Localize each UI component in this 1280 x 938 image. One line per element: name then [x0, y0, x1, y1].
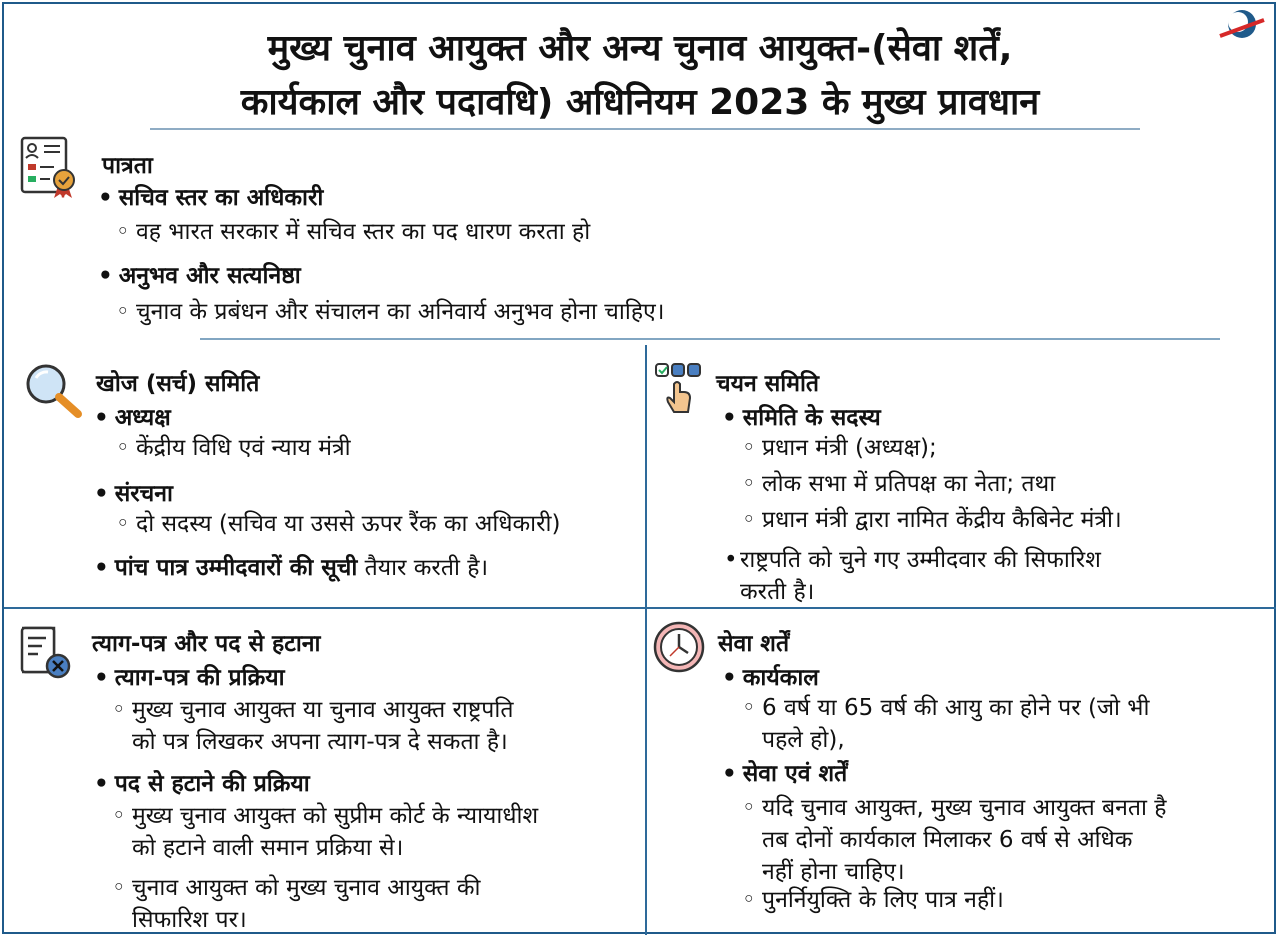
- eligibility-heading: पात्रता: [102, 153, 153, 179]
- service-tenure-line-1: 6 वर्ष या 65 वर्ष की आयु का होने पर (जो भी: [762, 695, 1150, 721]
- service-reappointment-detail: ◦ पुनर्नियुक्ति के लिए पात्र नहीं।: [762, 884, 1242, 916]
- eligibility-item-secretary: • सचिव स्तर का अधिकारी: [98, 180, 323, 212]
- brand-logo-icon: [1216, 6, 1266, 46]
- removal-cec-line-2: को हटाने वाली समान प्रक्रिया से।: [132, 835, 404, 861]
- removal-item-process: • पद से हटाने की प्रक्रिया: [94, 766, 310, 798]
- resignation-heading: त्याग-पत्र और पद से हटाना: [92, 631, 321, 657]
- service-item-tenure: • कार्यकाल: [722, 660, 819, 692]
- divider-eligibility-bottom: [200, 338, 1220, 340]
- removal-cec-detail: [132, 800, 642, 864]
- selection-member-pm: ◦ प्रधान मंत्री (अध्यक्ष);: [762, 432, 1242, 464]
- search-item-composition: • संरचना: [94, 476, 173, 508]
- search-item-shortlist-bold: पांच पात्र उम्मीदवारों की सूची: [114, 555, 358, 581]
- certificate-icon: [20, 134, 82, 200]
- page-title-line-2: कार्यकाल और पदावधि) अधिनियम 2023 के मुख्य प्रावधान: [240, 82, 1040, 123]
- service-conditions-line-2: तब दोनों कार्यकाल मिलाकर 6 वर्ष से अधिक: [762, 827, 1133, 853]
- search-item-shortlist-rest: तैयार करती है।: [357, 555, 489, 581]
- search-item-chairman: • अध्यक्ष: [94, 400, 171, 432]
- selection-member-minister: ◦ प्रधान मंत्री द्वारा नामित केंद्रीय कैबिनेट मंत्री।: [762, 504, 1262, 536]
- selection-recommend-line-2: करती है।: [740, 579, 815, 605]
- document-cancel-icon: [18, 624, 74, 682]
- removal-cec-line-1: मुख्य चुनाव आयुक्त को सुप्रीम कोर्ट के न्यायाधीश: [132, 803, 539, 829]
- eligibility-item-experience: • अनुभव और सत्यनिष्ठा: [98, 258, 301, 290]
- selection-item-members: • समिति के सदस्य: [722, 400, 881, 432]
- selection-committee-heading: चयन समिति: [716, 371, 820, 397]
- title-divider: [150, 128, 1140, 130]
- service-tenure-detail: [762, 692, 1262, 756]
- removal-ec-line-1: चुनाव आयुक्त को मुख्य चुनाव आयुक्त की: [132, 875, 481, 901]
- magnifier-icon: [22, 362, 84, 420]
- search-committee-heading: खोज (सर्च) समिति: [96, 371, 260, 397]
- clock-icon: [652, 620, 706, 674]
- service-item-conditions: • सेवा एवं शर्तें: [722, 756, 847, 788]
- page-title-line-1: मुख्य चुनाव आयुक्त और अन्य चुनाव आयुक्त-(सेवा शर्तें,: [267, 28, 1013, 69]
- resignation-process-line-2: को पत्र लिखकर अपना त्याग-पत्र दे सकता है।: [132, 729, 508, 755]
- eligibility-item-experience-detail: ◦ चुनाव के प्रबंधन और संचालन का अनिवार्य अनुभव होना चाहिए।: [136, 296, 836, 328]
- service-conditions-line-3: नहीं होना चाहिए।: [762, 859, 905, 885]
- resignation-process-detail: [132, 694, 632, 758]
- service-conditions-line-1: यदि चुनाव आयुक्त, मुख्य चुनाव आयुक्त बनता है: [762, 795, 1167, 821]
- resignation-process-line-1: मुख्य चुनाव आयुक्त या चुनाव आयुक्त राष्ट्रपति: [132, 697, 514, 723]
- resignation-item-process: • त्याग-पत्र की प्रक्रिया: [94, 660, 285, 692]
- selection-item-recommend: [740, 544, 1240, 608]
- search-item-composition-detail: ◦ दो सदस्य (सचिव या उससे ऊपर रैंक का अधिकारी): [136, 508, 636, 540]
- eligibility-item-secretary-detail: ◦ वह भारत सरकार में सचिव स्तर का पद धारण करता हो: [136, 216, 736, 248]
- service-conditions-detail: [762, 792, 1262, 888]
- removal-ec-line-2: सिफारिश पर।: [132, 907, 247, 933]
- search-item-shortlist: [94, 550, 488, 582]
- service-heading: सेवा शर्तें: [718, 631, 790, 657]
- removal-ec-detail: [132, 872, 632, 936]
- service-tenure-line-2: पहले हो),: [762, 727, 845, 753]
- divider-vertical: [645, 345, 647, 935]
- search-item-chairman-detail: ◦ केंद्रीय विधि एवं न्याय मंत्री: [136, 432, 616, 464]
- selection-member-lop: ◦ लोक सभा में प्रतिपक्ष का नेता; तथा: [762, 468, 1242, 500]
- selection-recommend-line-1: राष्ट्रपति को चुने गए उम्मीदवार की सिफारिश: [740, 547, 1101, 573]
- selection-hand-icon: [654, 362, 702, 416]
